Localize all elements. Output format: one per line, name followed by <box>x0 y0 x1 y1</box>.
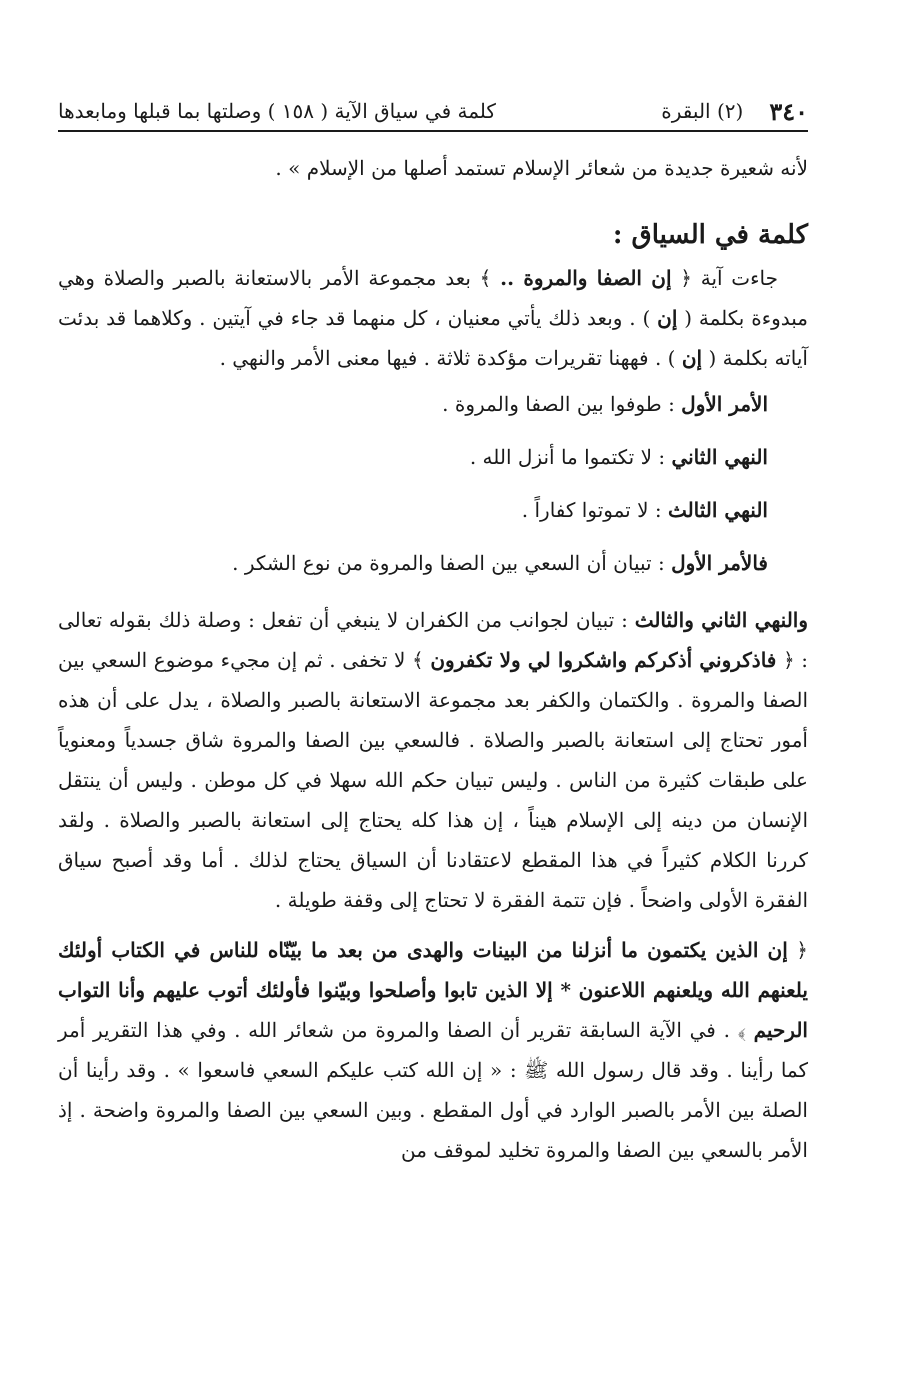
paragraph-2 <box>58 600 808 920</box>
list-text: : طوفوا بين الصفا والمروة . <box>442 392 682 416</box>
text-span: ) . فههنا تقريرات مؤكدة ثلاثة . فيها معنى الأمر والنهي . <box>219 346 682 370</box>
list-item <box>58 484 808 537</box>
list-text: : تبيان أن السعي بين الصفا والمروة من نوع الشكر . <box>232 551 672 575</box>
running-header <box>58 96 808 126</box>
quran-quote: إن الصفا والمروة .. <box>500 266 672 290</box>
list-label: النهي الثاني <box>671 445 768 469</box>
command-list <box>58 378 808 590</box>
keyword: إن <box>657 306 678 330</box>
text-span: ﴾ لا تخفى . ثم إن مجيء موضوع السعي بين الصفا والمروة . والكتمان والكفر بعد مجموعة الاستعانة بالصبر والصلاة ، يدل على أن هذه أمور تحتاج إلى استعانة بالصبر والصلاة . فالسعي بين الصفا والمروة شاق جسدياً ومعنوياً على طبقات كثيرة من الناس . وليس تبيان حكم الله سهلا في كل موطن . وليس أن ينتقل الإنسان من دينه إلى الإسلام هيناً ، إن هذا كله يحتاج إلى استعانة بالصبر والصلاة . ولقد كررنا الكلام كثيراً في هذا المقطع لاعتقادنا أن السياق يحتاج لذلك . أما وقد أصبح سياق الفقرة الأولى واضحاً . فإن تتمة الفقرة لا تحتاج إلى وقفة طويلة . <box>58 648 808 912</box>
text-span: ﴾ . في الآية السابقة تقرير أن الصفا والمروة من شعائر الله . وفي هذا التقرير أمر كما رأينا . وقد قال رسول الله ﷺ : « إن الله كتب عليكم السعي فاسعوا » . وقد رأينا أن الصلة بين الأمر بالصبر الوارد في أول المقطع . وبين السعي بين الصفا والمروة واضحة . إذ الأمر بالسعي بين الصفا والمروة تخليد لموقف من <box>58 1018 808 1162</box>
opening-line: لأنه شعيرة جديدة من شعائر الإسلام تستمد أصلها من الإسلام » . <box>275 156 808 180</box>
header-title: كلمة في سياق الآية ( ١٥٨ ) وصلتها بما قبلها ومابعدها <box>58 99 496 123</box>
page-number: ٣٤٠ <box>769 96 808 126</box>
keyword: إن <box>681 346 703 370</box>
paragraph-3 <box>58 930 808 1170</box>
text-span: : تبيان لجوانب من الكفران لا ينبغي أن تفعل : وصلة ذلك بقوله تعالى : ﴿ <box>58 608 809 672</box>
text-span: ﴿ <box>787 938 809 962</box>
header-rule <box>58 130 808 132</box>
list-label: النهي الثالث <box>667 498 768 522</box>
list-text: : لا تموتوا كفاراً . <box>521 498 668 522</box>
section-heading: كلمة في السياق : <box>612 220 808 250</box>
list-item <box>58 431 808 484</box>
text-span: ) . وبعد ذلك يأتي معنيان ، كل منهما قد جاء في آيتين . وكلاهما قد بدئت آياته بكلمة ( <box>58 306 808 370</box>
list-item <box>58 537 808 590</box>
list-text: : لا تكتموا ما أنزل الله . <box>469 445 672 469</box>
paragraph-label: والنهي الثاني والثالث <box>634 608 809 632</box>
text-span: ﴾ بعد مجموعة الأمر بالاستعانة بالصبر والصلاة وهي مبدوءة بكلمة ( <box>58 266 809 330</box>
sura-name: (٢) البقرة <box>661 99 744 123</box>
quran-quote: فاذكروني أذكركم واشكروا لي ولا تكفرون <box>430 648 777 672</box>
text-span: جاءت آية ﴿ <box>671 266 778 290</box>
paragraph-1 <box>58 258 808 378</box>
quran-quote: إن الذين يكتمون ما أنزلنا من البينات والهدى من بعد ما بيّنّاه للناس في الكتاب أولئك يلعنهم الله ويلعنهم اللاعنون * إلا الذين تابوا وأصلحوا وبيّنوا فأولئك أتوب عليهم وأنا التواب الرحيم <box>58 938 808 1042</box>
list-label: فالأمر الأول <box>671 551 768 575</box>
list-item <box>58 378 808 431</box>
list-label: الأمر الأول <box>681 392 768 416</box>
page-body <box>58 148 808 1170</box>
